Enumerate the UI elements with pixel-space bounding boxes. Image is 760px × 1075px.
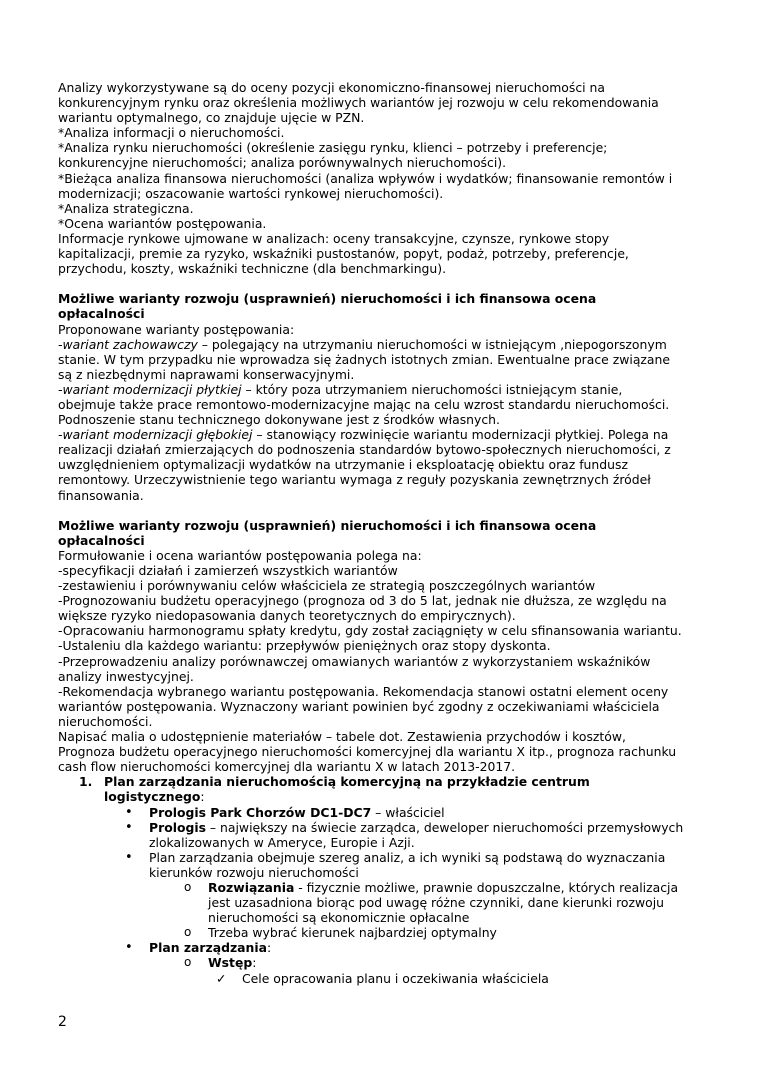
text-line: większe ryzyko niedopasowania danych teoretycznych do empirycznych). (58, 608, 516, 624)
text-line: Prognoza budżetu operacyjnego nieruchomości komercyjnej dla wariantu X itp., prognoza rachunku (58, 744, 677, 760)
page-number: 2 (58, 1014, 67, 1030)
text-line: analizy inwestycyjnej. (58, 668, 194, 684)
text-line: -zestawieniu i porównywaniu celów właściciela ze strategią poszczególnych wariantów (58, 578, 596, 594)
text-line: uwzględnieniem optymalizacji wydatków na utrzymanie i eksploatację obiektu oraz fundusz (58, 457, 628, 473)
sub-item-bold-text: Rozwiązania (208, 879, 295, 895)
circle-bullet-icon: o (184, 955, 192, 970)
variant-description: – polegający na utrzymaniu nieruchomości w istniejącym ,niepogorszonym (197, 336, 667, 352)
text-line: *Analiza rynku nieruchomości (określenie zasięgu rynku, klienci – potrzeby i preferencje; (58, 140, 608, 156)
sub-item-continuation: nieruchomości są ekonomicznie opłacalne (208, 910, 470, 926)
text-line: Podnoszenie stanu technicznego dokonywane jest z środków własnych. (58, 412, 500, 428)
section-heading: Możliwe warianty rozwoju (usprawnień) nieruchomości i ich finansowa ocena (58, 517, 597, 533)
bullet-text: – największy na świecie zarządca, deweloper nieruchomości przemysłowych (205, 819, 684, 835)
text-line: obejmuje także prace remontowo-modernizacyjne mając na celu wzrost standardu nieruchomości. (58, 396, 670, 412)
text-line: finansowania. (58, 487, 144, 503)
text-line: remontowy. Urzeczywistnienie tego wariantu wymaga z reguły pozyskania zewnętrznych źródeł (58, 472, 651, 488)
text-line: *Bieżąca analiza finansowa nieruchomości (analiza wpływów i wydatków; finansowanie remontów i (58, 170, 673, 186)
bullet-item (58, 805, 708, 820)
text-line: nieruchomości. (58, 713, 153, 729)
variant-description: – który poza utrzymaniem nieruchomości istniejącym stanie, (241, 381, 623, 397)
sub-item-text: - fizycznie możliwe, prawnie dopuszczalne, których realizacja (294, 879, 679, 895)
sub-item (58, 925, 708, 940)
sub-item-text: Trzeba wybrać kierunek najbardziej optymalny (208, 925, 497, 941)
bullet-item (58, 820, 708, 835)
text-line: -Rekomendacja wybranego wariantu postępowania. Rekomendacja stanowi ostatni element oceny (58, 683, 669, 699)
bullet-bold-text: Prologis Park Chorzów DC1-DC7 (149, 804, 372, 820)
bullet-icon: • (125, 819, 133, 835)
checkmark-icon: ✓ (216, 970, 227, 986)
text-line: -Prognozowaniu budżetu operacyjnego (prognoza od 3 do 5 lat, jednak nie dłuższa, ze względu na (58, 593, 667, 609)
list-item-continuation (58, 789, 708, 804)
text-line: *Analiza informacji o nieruchomości. (58, 125, 285, 141)
variant-term: -wariant modernizacji głębokiej (58, 427, 253, 443)
text-line: modernizacji; oszacowanie wartości rynkowej nieruchomości). (58, 185, 444, 201)
variant-term: -wariant modernizacji płytkiej (58, 381, 242, 397)
circle-bullet-icon: o (184, 925, 192, 940)
bullet-text: Plan zarządzania obejmuje szereg analiz, a ich wyniki są podstawą do wyznaczania (149, 849, 666, 865)
text-line: -Przeprowadzeniu analizy porównawczej omawianych wariantów z wykorzystaniem wskaźników (58, 653, 651, 669)
section-evaluation (58, 518, 708, 775)
text-line: Analizy wykorzystywane są do oceny pozycji ekonomiczno-finansowej nieruchomości na (58, 80, 605, 95)
text-line: Proponowane warianty postępowania: (58, 321, 295, 337)
variant-conservative (58, 337, 708, 352)
bullet-continuation: kierunków rozwoju nieruchomości (149, 864, 359, 880)
text-line: *Ocena wariantów postępowania. (58, 215, 267, 231)
intro-paragraph (58, 80, 708, 276)
text-line: stanie. W tym przypadku nie wprowadza się żadnych istotnych zmian. Ewentualne prace związane (58, 351, 670, 367)
list-item-text: Plan zarządzania nieruchomością komercyjną na przykładzie centrum (104, 774, 590, 790)
text-line: wariantów postępowania. Wyznaczony wariant powinien być zgodny z oczekiwaniami właściciela (58, 698, 660, 714)
bullet-bold-text: Plan zarządzania (149, 940, 267, 956)
bullet-icon: • (125, 804, 133, 820)
text-line: Formułowanie i ocena wariantów postępowania polega na: (58, 547, 422, 563)
text-line: -Ustaleniu dla każdego wariantu: przepływów pieniężnych oraz stopy dyskonta. (58, 638, 551, 654)
section-variants (58, 291, 708, 502)
bullet-tail: : (266, 940, 272, 956)
text-line: -specyfikacji działań i zamierzeń wszystkich wariantów (58, 563, 398, 578)
text-line: kapitalizacji, premie za ryzyko, wskaźniki pustostanów, popyt, podaż, potrzeby, preferencje, (58, 246, 629, 262)
bullet-item (58, 940, 708, 955)
text-line: Napisać malia o udostępnienie materiałów – tabele dot. Zestawienia przychodów i kosztów, (58, 729, 626, 745)
sub-item-tail: : (252, 955, 257, 971)
text-line: Informacje rynkowe ujmowane w analizach: oceny transakcyjne, czynsze, rynkowe stopy (58, 230, 610, 246)
bullet-bold-text: Prologis (149, 819, 206, 835)
variant-shallow-modernization (58, 382, 708, 397)
list-item-tail: : (200, 789, 205, 805)
check-item-text: Cele opracowania planu i oczekiwania właściciela (242, 970, 549, 986)
text-line: konkurencyjne nieruchomości; analiza porównywalnych nieruchomości). (58, 155, 507, 171)
bullet-text: – właściciel (371, 804, 445, 820)
sub-item-continuation: jest uzasadniona biorąc pod uwagę różne czynniki, dane kierunki rozwoju (208, 895, 665, 911)
text-line: cash flow nieruchomości komercyjnej dla wariantu X w latach 2013-2017. (58, 759, 516, 775)
page-content (58, 80, 708, 986)
variant-term: -wariant zachowawczy (58, 336, 198, 352)
text-line: *Analiza strategiczna. (58, 200, 194, 216)
check-item (58, 971, 708, 986)
circle-bullet-icon: o (184, 879, 192, 894)
bullet-icon: • (125, 849, 133, 865)
section-heading: opłacalności (58, 306, 145, 322)
bullet-item (58, 850, 708, 865)
sub-item (58, 955, 708, 970)
bullet-continuation: zlokalizowanych w Ameryce, Europie i Azji. (149, 834, 415, 850)
section-heading: Możliwe warianty rozwoju (usprawnień) nieruchomości i ich finansowa ocena (58, 291, 597, 307)
text-line: wariantu optymalnego, co znajduje ujęcie w PZN. (58, 110, 365, 126)
text-line: -Opracowaniu harmonogramu spłaty kredytu, gdy został zaciągnięty w celu sfinansowania wariantu. (58, 623, 682, 639)
variant-deep-modernization (58, 427, 708, 442)
list-item-plan (58, 774, 708, 789)
sub-item-bold-text: Wstęp (208, 955, 253, 971)
list-item-text: logistycznego (104, 789, 201, 805)
text-line: konkurencyjnym rynku oraz określenia możliwych wariantów jej rozwoju w celu rekomendowania (58, 95, 659, 111)
text-line: realizacji działań zmierzających do podnoszenia standardów bytowo-społecznych nieruchomości, z (58, 442, 671, 458)
text-line: przychodu, koszty, wskaźniki techniczne (dla benchmarkingu). (58, 261, 447, 277)
bullet-icon: • (125, 940, 133, 956)
variant-description: – stanowiący rozwinięcie wariantu modernizacji płytkiej. Polega na (252, 427, 669, 443)
numbered-list (58, 774, 708, 985)
sub-item (58, 880, 708, 895)
section-heading: opłacalności (58, 532, 145, 548)
list-number: 1. (79, 774, 93, 790)
text-line: są z niezbędnymi naprawami konserwacyjnymi. (58, 366, 355, 382)
